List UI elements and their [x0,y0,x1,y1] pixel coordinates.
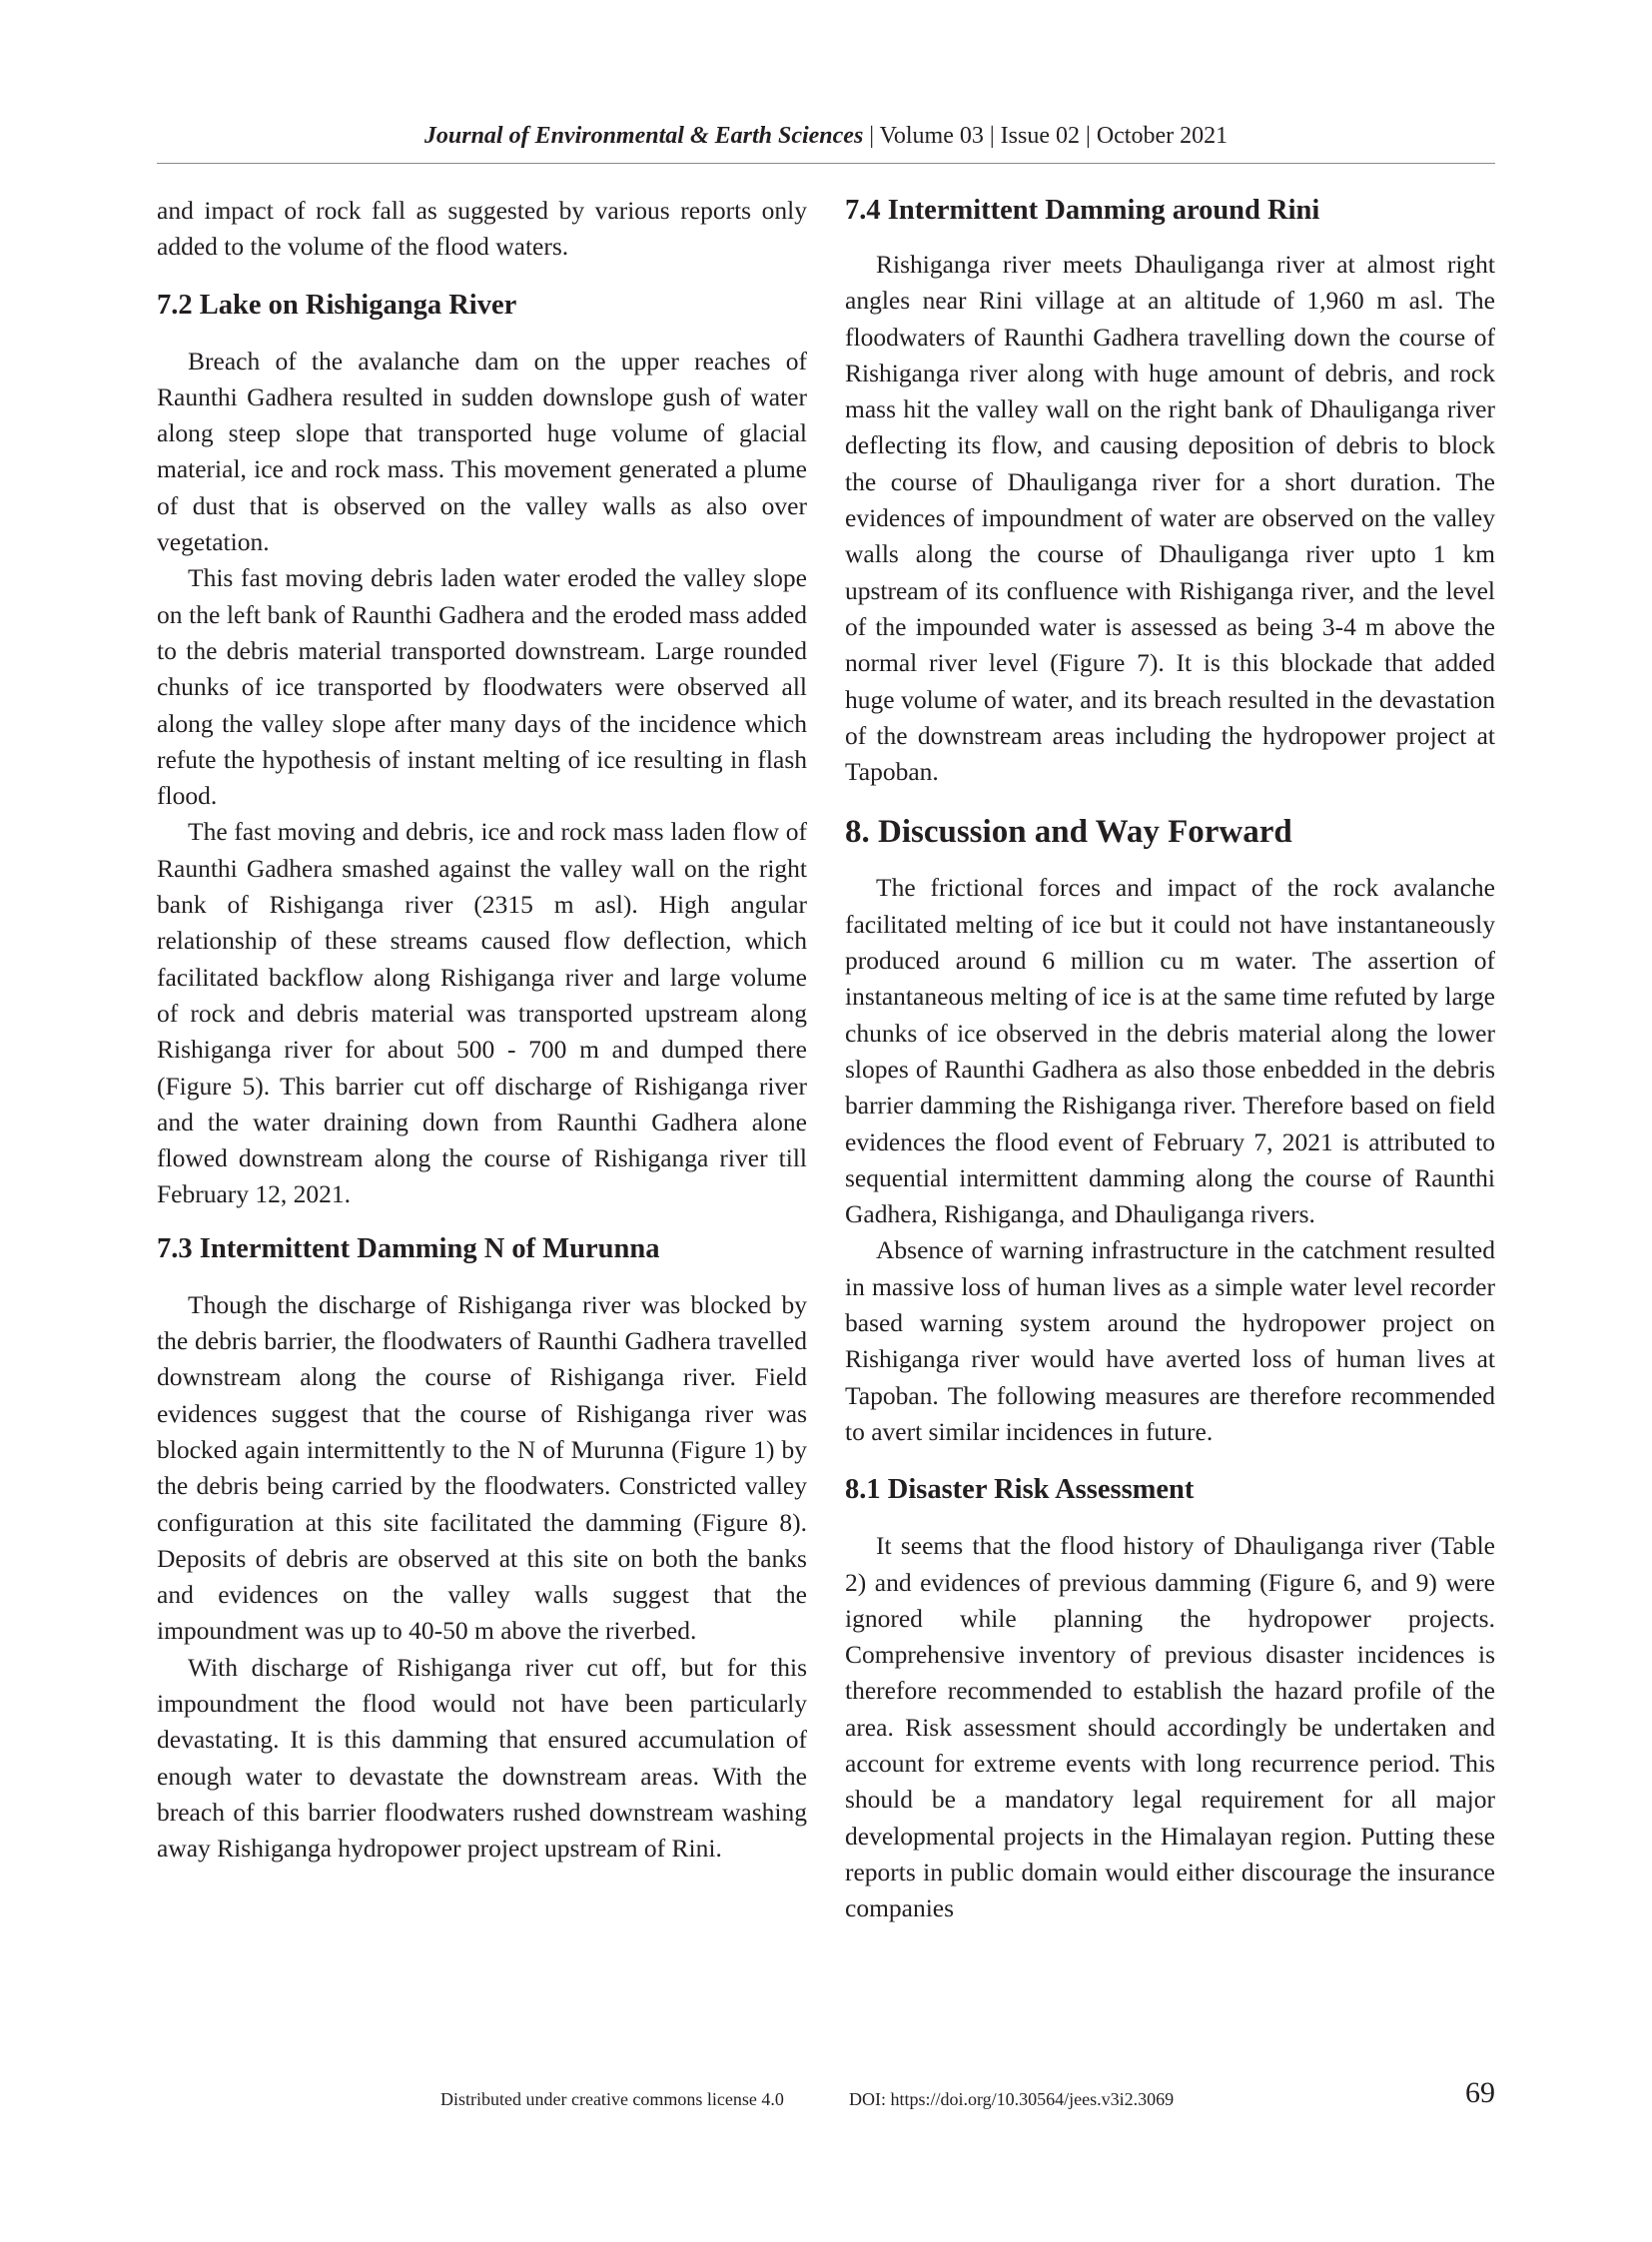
section-7-2-paragraph-2: This fast moving debris laden water eroded the valley slope on the left bank of Raunthi Gadhera and the eroded mass added to the debris material transported downstream. Large rounded chunks of ice transported by floodwaters were observed all along the valley slope after many days of the incidence which refute the hypothesis of instant melting of ice resulting in flash flood. [157,563,807,811]
section-8-heading: 8. Discussion and Way Forward [845,814,1292,851]
section-7-3-heading: 7.3 Intermittent Damming N of Murunna [157,1232,660,1264]
header-divider [157,163,1495,164]
section-7-4-paragraph-1: Rishiganga river meets Dhauliganga river at almost right angles near Rini village at an altitude of 1,960 m asl. The floodwaters of Raunthi Gadhera travelling down the course of Rishiganga river along with huge amount of debris, and rock mass hit the valley wall on the right bank of Dhauliganga river deflecting its flow, and causing deposition of debris to block the course of Dhauliganga river for a short duration. The evidences of impoundment of water are observed on the valley walls along the course of Dhauliganga river upto 1 km upstream of its confluence with Rishiganga river, and the level of the impounded water is assessed as being 3-4 m above the normal river level (Figure 7). It is this blockade that added huge volume of water, and its breach resulted in the devastation of the downstream areas including the hydropower project at Tapoban. [845,250,1495,787]
license-note: Distributed under creative commons license 4.0 [440,2089,784,2109]
continued-paragraph: and impact of rock fall as suggested by various reports only added to the volume of the flood waters. [157,196,807,262]
section-7-3-paragraph-1: Though the discharge of Rishiganga river was blocked by the debris barrier, the floodwaters of Raunthi Gadhera travelled downstream along the course of Rishiganga river. Field evidences suggest that the course of Rishiganga river was blocked again intermittently to the N of Murunna (Figure 1) by the debris being carried by the floodwaters. Constricted valley configuration at this site facilitated the damming (Figure 8). Deposits of debris are observed at this site on both the banks and evidences on the valley walls suggest that the impoundment was up to 40-50 m above the riverbed. [157,1289,807,1646]
section-8-paragraph-1: The frictional forces and impact of the rock avalanche facilitated melting of ice but it could not have instantaneously produced around 6 million cu m water. The assertion of instantaneous melting of ice is at the same time refuted by large chunks of ice observed in the debris material along the lower slopes of Raunthi Gadhera as also those enbedded in the debris barrier damming the Rishiganga river. Therefore based on field evidences the flood event of February 7, 2021 is attributed to sequential intermittent damming along the course of Raunthi Gadhera, Rishiganga, and Dhauliganga rivers. [845,873,1495,1229]
issue-info: | Volume 03 | Issue 02 | October 2021 [863,123,1229,149]
right-column [845,193,1495,1926]
section-8-1-heading: 8.1 Disaster Risk Assessment [845,1474,1195,1506]
section-8-paragraph-2: Absence of warning infrastructure in the catchment resulted in massive loss of human lives as a simple water level recorder based warning system around the hydropower project on Rishiganga river would have averted loss of human lives at Tapoban. The following measures are therefore recommended to avert similar incidences in future. [845,1235,1495,1446]
section-7-4-heading: 7.4 Intermittent Damming around Rini [845,195,1320,226]
section-7-2-heading: 7.2 Lake on Rishiganga River [157,289,517,321]
doi-link[interactable]: DOI: https://doi.org/10.30564/jees.v3i2.3069 [849,2089,1175,2109]
left-column [157,193,807,1867]
journal-title: Journal of Environmental & Earth Sciences [423,123,864,149]
running-header [157,120,1495,152]
section-7-2-paragraph-3: The fast moving and debris, ice and rock mass laden flow of Raunthi Gadhera smashed against the valley wall on the right bank of Rishiganga river (2315 m asl). High angular relationship of these streams caused flow deflection, which facilitated backflow along Rishiganga river and large volume of rock and debris material was transported upstream along Rishiganga river for about 500 - 700 m and dumped there (Figure 5). This barrier cut off discharge of Rishiganga river and the water draining down from Raunthi Gadhera alone flowed downstream along the course of Rishiganga river till February 12, 2021. [157,817,807,1209]
page-number: 69 [1465,2076,1495,2109]
section-8-1-paragraph-1: It seems that the flood history of Dhauliganga river (Table 2) and evidences of previous damming (Figure 6, and 9) were ignored while planning the hydropower projects. Comprehensive inventory of previous disaster incidences is therefore recommended to establish the hazard profile of the area. Risk assessment should accordingly be undertaken and account for extreme events with long recurrence period. This should be a mandatory legal requirement for all major developmental projects in the Himalayan region. Putting these reports in public domain would either discourage the insurance companies [845,1531,1495,1923]
section-7-3-paragraph-2: With discharge of Rishiganga river cut off, but for this impoundment the flood would not have been particularly devastating. It is this damming that ensured accumulation of enough water to devastate the downstream areas. With the breach of this barrier floodwaters rushed downstream washing away Rishiganga hydropower project upstream of Rini. [157,1652,807,1864]
section-7-2-paragraph-1: Breach of the avalanche dam on the upper reaches of Raunthi Gadhera resulted in sudden downslope gush of water along steep slope that transported huge volume of glacial material, ice and rock mass. This movement generated a plume of dust that is observed on the valley walls as also over vegetation. [157,346,807,557]
